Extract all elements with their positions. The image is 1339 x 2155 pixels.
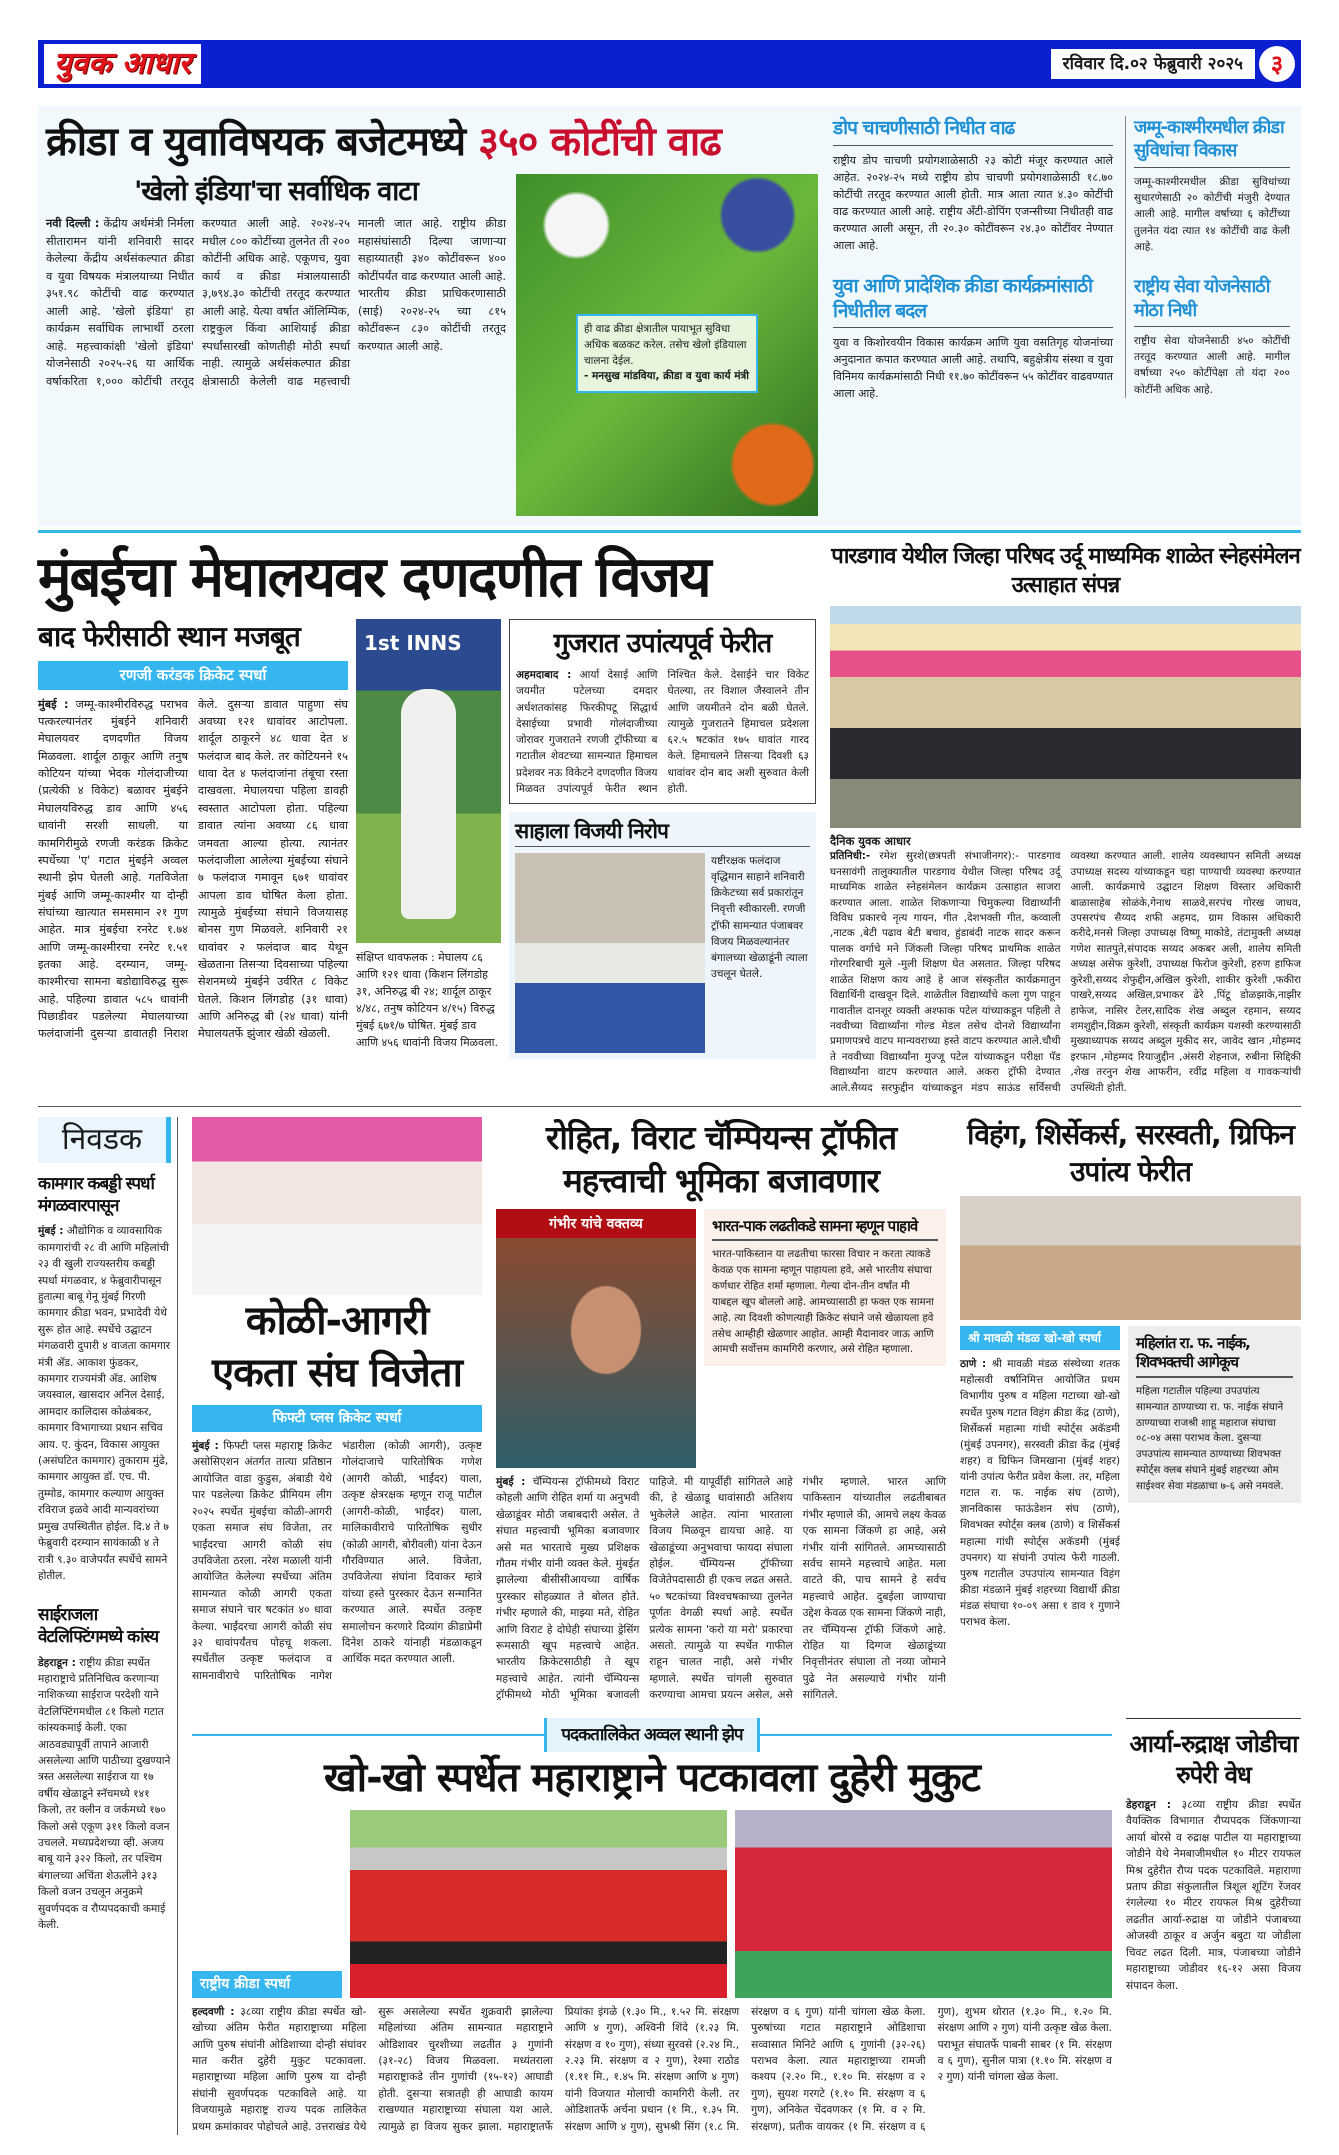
sairaj-title: साईराजला वेटलिफ्टिंगमध्ये कांस्य	[38, 1605, 159, 1648]
rohit-block	[496, 1117, 946, 1703]
pardgaon-headline-text: पारडगाव येथील जिल्हा परिषद उर्दू माध्यमिक शाळेत स्नेहसंमेलन उत्साहात संपन्न	[831, 544, 1300, 598]
india-pak-title: भारत-पाक लढतीकडे सामना म्हणून पाहावे	[712, 1217, 938, 1242]
budget-side-col-2	[1125, 116, 1290, 398]
mid-divider	[38, 1106, 1301, 1107]
vihang-text-col	[960, 1326, 1120, 1630]
saha-headline: साहाला विजयी निरोप	[515, 818, 810, 846]
kabaddi-body: मुंबई : औद्योगिक व व्यावसायिक कामगारांची २८ वी आणि महिलांची २३ वी खुली राज्यस्तरीय कबड्डी स्पर्धा मंगळवार, ४ फेब्रुवारीपासून हुतात्मा बाबू गेनू मुंबई गिरणी कामगार क्रीडा भवन, प्रभादेवी येथे सुरू होत आहे. स्पर्धेचे उद्घाटन मंगळवारी दुपारी ४ वाजता कामगार मंत्री ॲड. आकाश फुंडकर, कामगार राज्यमंत्री ॲड. आशिष जयस्वाल, खासदार अनिल देसाई, आमदार कालिदास कोळंबकर, कामगार विभागाच्या प्रधान सचिव आय. ए. कुंदन, विकास आयुक्त (असंघटित कामगार) तुकाराम मुंढे, कामगार आयुक्त डॉ. एच. पी. तुम्मोड, कामगार कल्याण आयुक्त रविराज इळवे आदी मान्यवरांच्या प्रमुख उपस्थितीत होईल. दि.४ ते ७ फेब्रुवारी दरम्यान सायंकाळी ४ ते रात्री ९.३० वाजेपर्यंत स्पर्धेचे सामने होतील.	[38, 1225, 171, 1582]
mumbai-subhead: बाद फेरीसाठी स्थान मजबूत	[38, 620, 300, 653]
pardgaon-body: प्रतिनिधी:- रमेश सुरशे(छत्रपती संभाजीनगर):- पारडगाव घनसावंगी तालुक्यातील पारडगाव येथील जिल्हा परिषद उर्दू माध्यमिक शाळेत स्नेहसंमेलन कार्यक्रम उत्साहात साजरा करण्यात आला. शाळेत शिकणाऱ्या चिमुकल्या विद्यार्थ्यांनी विविध प्रकारचे नृत्य गायन, गीत ,देशभक्ती गीत, कव्वाली ,नाटक ,बेटी पढाव बेटी बचाव, हुंडाबंदी नाटक सादर करून पालक वर्गाचे मने जिंकली जिल्हा परिषद प्राथमिक शाळेत गोरगरिबाची मुले -मुली शिक्षण घेत असतात. जिल्हा परिषद शाळेत शिक्षण काय आहे हे आज संस्कृतीत कार्यक्रमातुन विद्यार्थिनी दाखवून दिले. शाळेतील विद्यार्थ्यांचे कला गुण पाहून गावातील दानशूर व्यक्ती अश्फाक पटेल यांच्याकडून पहिली ते नववीच्या विद्यार्थ्यांना गोल्ड मेडल तसेच दोनशे विद्यार्थ्यांना प्रमाणपत्रचे वाटप मान्यवराच्या हस्ते वाटप करण्यात आले.चौथी ते नववीच्या विद्यार्थ्यांना मुज्जू पटेल यांच्याकडून परीक्षा पॅड विद्यार्थ्यांना वाटप करण्यात आले. अकरा ट्रॉफी देण्यात आले.सैय्यद सरफुद्दीन यांच्याकडून मंडप साऊंड सर्विसची व्यवस्था करण्यात आली. शालेय व्यवस्थापन समिती अध्यक्ष उपाध्यक्ष सदस्य यांच्याकडून चहा पाण्याची व्यवस्था करण्यात आली. कार्यक्रमाचे उद्घाटन शिक्षण विस्तार अधिकारी बाळासाहेब सोळंके,गेनाथ साळवे,सरपंच गोरख जाधव, उपसरपंच सैय्यद शफी अहमद, ग्राम विकास अधिकारी करीदे,मनसे जिल्हा उपाध्यक्ष विष्णू माकोडे, तंटामुक्ती अध्यक्ष गणेश सातपुते,संपादक सय्यद अकबर अली, शालेय समिती अध्यक्ष असेफ कुरेशी, उपाध्यक्ष फिरोज कुरेशी, हरुण हाफिज कुरेशी,सय्यद शेफुद्दीन,अखिल कुरेशी, शाकीर कुरेशी ,फकीरा पाखरे,सय्यद अखिल,प्रभाकर ढेरे ,पिंटू डोळझाके,नाझीर हाफेज, नासिर टेलर,सादिक शेख अब्दुल रहमान, सय्यद शमशुद्दीन,विक्रम कुरेशी, संस्कृती कार्यक्रम यशस्वी करण्यासाठी मुख्याध्यापक सय्यद अब्दुल मुकीद सर, जावेद खान ,मोहम्मद इरफान ,मोहम्मद रियाजुद्दीन ,अंसरी शेहनाज, रुबीना सिद्दिकी ,शेख तरनुन शेख आफरीन, रवींद्र महिला व गावकऱ्यांची उपस्थिती होती.	[830, 850, 1301, 1094]
masthead-date: रविवार दि.०२ फेब्रुवारी २०२५	[1051, 49, 1255, 79]
womens-team-photo	[735, 1810, 1112, 1998]
mumbai-photo-col	[356, 619, 501, 1051]
fifty-plus-tag: फिफ्टी प्लस क्रिकेट स्पर्धा	[192, 1405, 482, 1432]
koli-headline-2: एकता संघ विजेता	[212, 1350, 462, 1397]
medal-banner: पदकतालिकेत अव्वल स्थानी झेप	[544, 1718, 759, 1752]
side-body-youth: युवा व किशोरवयीन विकास कार्यक्रम आणि युवा वसतिगृह योजनांच्या अनुदानात कपात करण्यात आली आहे. तथापि, बहुक्षेत्रीय संस्था व युवा विनिमय कार्यक्रमांसाठी निधी ११.७० कोटींवरून ५५ कोटींवर वाढवण्यात आला आहे.	[833, 336, 1113, 401]
budget-headline: क्रीडा व युवाविषयक बजेटमध्ये ३५० कोटींची वाढ	[46, 119, 721, 165]
scoreboard-text: 1st INNS	[364, 631, 462, 655]
khokho-block	[192, 1718, 1112, 2135]
side-title-jk: जम्मू-काश्मीरमधील क्रीडा सुविधांचा विकास	[1134, 116, 1290, 168]
women-box	[1128, 1326, 1301, 1503]
lower-main	[192, 1117, 1301, 2135]
koli-article: मुंबई : फिफ्टी प्लस महाराष्ट्र क्रिकेट असोसिएशन अंतर्गत तात्या प्रतिष्ठान आयोजित वाडा कुडुस, अंबाडी येथे पार पडलेल्या क्रिकेट प्रीमियम लीग २०२५ स्पर्धेत मुंबईचा कोळी-आगरी एकता समाज संघ विजेता, तर भाईंदरचा आगरी कोळी संघ उपविजेता ठरला. नरेश मळाली यांनी आयोजित केलेल्या स्पर्धेच्या अंतिम सामन्यात कोळी आगरी एकता समाज संघाने चार षटकांत ४० धावा केल्या. भाईंदरचा आगरी कोळी संघ ३२ धावांपर्यंतच पोहचू शकला. स्पर्धेतील उत्कृष्ट फलंदाज व सामनावीराचे पारितोषिक नागेश भंडारीला (कोळी आगरी), उत्कृष्ट गोलंदाजाचे पारितोषिक गणेश (आगरी कोळी, भाईंदर) याला, उत्कृष्ट क्षेत्ररक्षक म्हणून राजू पाटील (आगरी-कोळी, भाईंदर) याला, मालिकावीराचे पारितोषिक सुधीर (कोळी आगरी, बोरीवली) यांना देऊन गौरविण्यात आले. विजेता, उपविजेत्या संघांना दिवाकर म्हात्रे यांच्या हस्ते पुरस्कार देऊन सन्मानित करण्यात आले. स्पर्धेत उत्कृष्ट समालोचन करणारे दिव्यांग क्रीडाप्रेमी दिनेश ठाकरे यांनाही मंडळाकडून आर्थिक मदत करण्यात आली.	[192, 1440, 482, 1682]
player-figure	[401, 689, 456, 919]
gambhir-photo-block	[496, 1209, 696, 1468]
gujarat-article: अहमदाबाद : आर्या देसाई आणि जयमीत पटेलच्या दमदार अर्धशतकांसह फिरकीपटू सिद्धार्थ देसाईच्या प्रभावी गोलंदाजीच्या जोरावर गुजरातने रणजी ट्रॉफीच्या ब गटातील शेवटच्या सामन्यात हिमाचल प्रदेशवर नऊ विकेटने दणदणीत विजय मिळवत उपांत्यपूर्व फेरीत स्थान निश्चित केले. देसाईने चार विकेट घेतल्या, तर विशाल जैस्वालने तीन आणि जयमीतने दोन बळी घेतले. त्यामुळे गुजरातने हिमाचल प्रदेशला ६२.५ षटकांत १७५ धावांत गारद केले. हिमाचलने तिसऱ्या दिवशी ६३ धावांवर दोन बाद अशी सुरुवात केली होती.	[516, 669, 809, 795]
side-title-nss: राष्ट्रीय सेवा योजनेसाठी मोठा निधी	[1134, 275, 1290, 327]
saha-celebration-photo	[515, 853, 705, 1053]
lower-top-row	[192, 1117, 1301, 1703]
page-number: ३	[1259, 46, 1295, 82]
budget-article: नवी दिल्ली : केंद्रीय अर्थमंत्री निर्मला सीतारामन यांनी शनिवारी सादर केलेल्या केंद्रीय अर्थसंकल्पात क्रीडा व युवा विषयक मंत्रालयाच्या निधीत ३५१.९८ कोटींची वाढ करण्यात आली आहे. 'खेलो इंडिया' हा कार्यक्रम सर्वाधिक लाभार्थी ठरला आहे. महत्त्वाकांक्षी 'खेलो इंडिया' योजनेसाठी २०२५-२६ या आर्थिक वर्षाकरिता १,००० कोटींची तरतूद करण्यात आली आहे. २०२४-२५ मधील ८०० कोटींच्या तुलनेत ती २०० कोटींनी अधिक आहे. एकूणच, युवा कार्य व क्रीडा मंत्रालयासाठी ३,७९४.३० कोटींची तरतूद करण्यात आली आहे. येत्या वर्षात ऑलिम्पिक, राष्ट्रकुल किंवा आशियाई क्रीडा स्पर्धांसारखी कोणतीही मोठी स्पर्धा नाही. त्यामुळे अर्थसंकल्पात क्रीडा क्षेत्रासाठी केलेली वाढ महत्त्वाची मानली जात आहे. राष्ट्रीय क्रीडा महासंघांसाठी दिल्या जाणाऱ्या सहाय्यातही ३४० कोटींवरून ४०० कोटींपर्यंत वाढ करण्यात आली आहे. भारतीय क्रीडा प्राधिकरणासाठी (साई) २०२४-२५ च्या ८१५ कोटींवरून ८३० कोटींची तरतूद करण्यात आली आहे.	[46, 217, 506, 388]
rohit-article: मुंबई : चॅम्पियन्स ट्रॉफीमध्ये विराट कोहली आणि रोहित शर्मा या अनुभवी खेळाडूंवर मोठी जबाबदारी असेल. ते संघात महत्त्वाची भूमिका बजावणार असे मत भारताचे मुख्य प्रशिक्षक गौतम गंभीर यांनी व्यक्त केले. मुंबईत झालेल्या बीसीसीआयच्या वार्षिक पुरस्कार सोहळ्यात ते बोलत होते. गंभीर म्हणाले की, माझ्या मते, रोहित आणि विराट हे दोघेही संघाच्या ड्रेसिंग रूमसाठी खूप महत्त्वाचे आहेत. भारतीय क्रिकेटसाठीही ते खूप महत्त्वाचे आहेत. त्यांनी चॅम्पियन्स ट्रॉफीमध्ये मोठी भूमिका बजावली पाहिजे. मी यापूर्वीही सांगितले आहे की, हे खेळाडू धावांसाठी अतिशय भुकेलेले आहेत. त्यांना भारताला विजय मिळवून द्यायचा आहे. या खेळाडूंच्या अनुभवाचा फायदा संघाला होईल. चॅम्पियन्स ट्रॉफीच्या विजेतेपदासाठी ही एकच लढत असते. ५० षटकांच्या विश्वचषकाच्या तुलनेत पूर्णतः वेगळी स्पर्धा आहे. स्पर्धेत प्रत्येक सामना 'करो या मरो' प्रकारचा असतो. त्यामुळे या स्पर्धेत गाफील राहून चालत नाही, असे गंभीर म्हणाले. स्पर्धेत चांगली सुरुवात करण्याचा आमचा प्रयत्न असेल, असे गंभीर म्हणाले. भारत आणि पाकिस्तान यांच्यातील लढतीबाबत गंभीर म्हणाले की, आमचे लक्ष्य केवळ एक सामना जिंकणे हा आहे, असे गंभीर यांनी सांगितले. आमच्यासाठी सर्वच सामने महत्त्वाचे आहेत. मला वाटते की, पाच सामने हे सर्वच महत्त्वाचे आहेत. दुबईला जाण्याचा उद्देश केवळ एक सामना जिंकणे नाही, तर चॅम्पियन्स ट्रॉफी जिंकणे आहे. रोहित या दिग्गज खेळाडूंच्या निवृत्तीनंतर संघाला तो नव्या जोमाने पुढे नेत असल्याचे गंभीर यांनी सांगितले.	[496, 1475, 946, 1702]
side-body-dope: राष्ट्रीय डोप चाचणी प्रयोगशाळेसाठी २३ कोटी मंजूर करण्यात आले आहेत. २०२४-२५ मध्ये राष्ट्रीय डोप चाचणी प्रयोगशाळेसाठी १८.७० कोटींची तरतूद करण्यात आली होती. मात्र आता त्यात ४.३० कोटींची वाढ करण्यात आली आहे. राष्ट्रीय अँटी-डोपिंग एजन्सीच्या निधीतही वाढ करण्यात आली असून, ती २०.३० कोटींवरून २४.३० कोटींवर नेण्यात आला आहे.	[833, 153, 1113, 252]
pardgaon-article	[830, 834, 1301, 1096]
khokho-action-photo	[960, 1196, 1301, 1320]
bowler-photo	[356, 619, 501, 943]
gujarat-headline: गुजरात उपांत्यपूर्व फेरीत	[553, 628, 772, 659]
national-games-tag: राष्ट्रीय क्रीडा स्पर्धा	[192, 1971, 342, 1998]
india-pak-body: भारत-पाकिस्तान या लढतीचा फारसा विचार न करता त्याकडे केवळ एक सामना म्हणून पाहायला हवे, असे भारतीय संघाचा कर्णधार रोहित शर्मा म्हणाला. गेल्या दोन-तीन वर्षांत मी याबद्दल खूप बोललो आहे. आमच्यासाठी हा फक्त एक सामना आहे. त्या दिवशी कोणत्याही क्रिकेट संघाने जसे खेळायला हवे तसेच आम्हीही खेळणार आहोत. आम्ही मैदानावर जाऊ आणि आमची सर्वोत्तम कामगिरी करणार, असे रोहित म्हणाला.	[712, 1249, 934, 1356]
lower-bottom-row	[192, 1718, 1301, 2135]
banner-row	[192, 1718, 1112, 1752]
gujarat-box	[509, 619, 816, 804]
pardgaon-block	[830, 543, 1301, 1096]
nivdak-label: निवडक	[38, 1117, 171, 1163]
side-title-dope: डोप चाचणीसाठी निधीत वाढ	[833, 116, 1113, 146]
masthead-bar	[38, 40, 1301, 88]
section-divider	[38, 530, 1301, 533]
nivdak-column	[38, 1117, 178, 2135]
budget-subhead: 'खेलो इंडिया'चा सर्वाधिक वाटा	[134, 176, 418, 207]
minister-quote-box: ही वाढ क्रीडा क्षेत्रातील पायाभूत सुविधा अधिक बळकट करेल. तसेच खेलो इंडियाला चालना देईल. - मनसुख मांडविया, क्रीडा व युवा कार्य मंत्री	[576, 314, 758, 393]
budget-section	[38, 106, 1301, 526]
mumbai-text-block	[38, 619, 348, 1043]
aarya-article: डेहराडून : ३८व्या राष्ट्रीय क्रीडा स्पर्धेत वैयक्तिक विभागात रौप्यपदक जिंकणाऱ्या आर्या बोरसे व रुद्राक्ष पाटील या महाराष्ट्राच्या जोडीने येथे नेमबाजीमधील १० मीटर रायफल मिश्र दुहेरीत रौप्य पदक पटकाविले. महाराणा प्रताप क्रीडा संकुलातील त्रिशूल शूटिंग रेंजवर रंगलेल्या १० मीटर रायफल मिश्र दुहेरीच्या लढतीत आर्या-रुद्राक्ष या जोडीने पंजाबच्या ओजस्वी ठाकूर व अर्जुन बबुटा या जोडीला चिवट लढत दिली. मात्र, पंजाबच्या जोडीने महाराष्ट्राच्या जोडीवर १६-१२ असा विजय संपादन केला.	[1126, 1799, 1301, 1992]
side-body-jk: जम्मू-काश्मीरमधील क्रीडा सुविधांच्या सुधारणेसाठी २० कोटींची मंजुरी देण्यात आली आहे. मागील वर्षाच्या ६ कोटींच्या तुलनेत यंदा त्यात १४ कोटींची वाढ केली आहे.	[1134, 175, 1290, 253]
mumbai-article: मुंबई : जम्मू-काश्मीरविरुद्ध पराभव पत्करल्यानंतर मुंबईने शनिवारी मेघालयवर दणदणीत विजय मिळवला. शार्दूल ठाकूर आणि तनुष कोटियन यांच्या भेदक गोलंदाजीच्या (प्रत्येकी ४ विकेट) बळावर मुंबईने मेघालयविरुद्ध डाव आणि ४५६ धावांनी सरशी साधली. या कामगिरीमुळे रणजी करंडक क्रिकेट स्पर्धेच्या 'ए' गटात मुंबईने अव्वल स्थानी झेप घेतली आहे. गतविजेता मुंबई आणि जम्मू-काश्मीर या दोन्ही संघांच्या खात्यात समसमान २१ गुण आहेत. मात्र मुंबईचा रनरेट १.७४ आणि जम्मू-काश्मीरचा रनरेट १.५१ इतका आहे. दरम्यान, जम्मू-काश्मीरचा सामना बडोद्याविरुद्ध सुरू आहे. पहिल्या डावात ५८५ धावांनी पिछाडीवर पडलेल्या मेघालयाच्या फलंदाजांनी दुसऱ्या डावातही निराश केले. दुसऱ्या डावात पाहुणा संघ अवघ्या १२१ धावांवर आटोपला. शार्दूल ठाकूरने ४८ धावा देत ४ फलंदाज बाद केले. तर कोटियनने १५ धावा देत ४ फलंदाजांना तंबूचा रस्ता दाखवला. मेघालयचा पहिला डावही स्वस्तात आटोपला होता. पहिल्या डावात त्यांना अवघ्या ८६ धावा जमवता आल्या होत्या. त्यानंतर फलंदाजीला आलेल्या मुंबईच्या संघाने ७ फलंदाज गमावून ६७१ धावांवर आपला डाव घोषित केला होता. त्यामुळे मुंबईच्या संघाने विजयासह बोनस गुण मिळवले. शनिवारी २१ धावांवर २ फलंदाज बाद येथून खेळताना तिसऱ्या दिवसाच्या पहिल्या सेशनमध्ये मुंबईने उर्वरित ८ विकेट घेतले. किशन लिंगडोह (३१ धावा) आणि अनिरुद्ध बी (२४ धावा) यांनी मेघालयतर्फे झुंजार खेळी खेळली.	[38, 697, 348, 1041]
budget-main	[46, 116, 821, 516]
rohit-headline-1: रोहित, विराट चॅम्पियन्स ट्रॉफीत	[545, 1118, 897, 1158]
masthead-date-group	[1051, 46, 1295, 82]
mumbai-scoreline: संक्षिप्त धावफलक : मेघालय ८६ आणि १२१ धावा (किशन लिंगडोह ३१, अनिरुद्ध बी २४; शार्दूल ठाकूर ४/४८, तनुष कोटियन ४/१५) विरुद्ध मुंबई ६७१/७ घोषित. मुंबई डाव आणि ४५६ धावांनी विजय मिळवला.	[356, 951, 498, 1050]
koli-team-photo	[192, 1117, 482, 1295]
koli-headline-1: कोळी-आगरी	[245, 1298, 429, 1345]
women-box-body: महिला गटातील पहिल्या उपउपांत्य सामन्यात ठाण्याच्या रा. फ. नाईक संघाने ठाण्याच्या राजश्री शाहू महाराज संघाचा ०८-०४ असा पराभव केला. दुसऱ्या उपउपांत्य सामन्यात ठाण्याच्या शिवभक्त स्पोर्ट्स क्लब संघाने मुंबई शहरच्या ओम साईश्वर सेवा मंडळाचा ७-६ असे नमवले.	[1136, 1385, 1284, 1492]
masthead-logo: युवक आधार	[44, 44, 201, 84]
banner-line-right	[760, 1734, 1112, 1736]
vihang-headline: विहंग, शिर्सेकर्स, सरस्वती, ग्रिफिन उपांत्य फेरीत	[967, 1118, 1294, 1188]
rohit-headline-2: महत्त्वाची भूमिका बजावणार	[563, 1161, 879, 1201]
aarya-block	[1126, 1718, 1301, 1994]
ranji-tag: रणजी करंडक क्रिकेट स्पर्धा	[38, 661, 348, 689]
budget-text-block	[46, 174, 506, 390]
vihang-block	[960, 1117, 1301, 1630]
sports-equipment-photo	[516, 174, 818, 516]
saha-box	[509, 812, 816, 1058]
khokho-headline: खो-खो स्पर्धेत महाराष्ट्राने पटकावला दुहेरी मुकुट	[324, 1754, 980, 1801]
budget-side-col-1	[833, 116, 1113, 403]
koli-block	[192, 1117, 482, 1684]
aarya-headline: आर्या-रुद्राक्ष जोडीचा रुपेरी वेध	[1129, 1729, 1298, 1789]
mavli-tag: श्री मावळी मंडळ खो-खो स्पर्धा	[960, 1326, 1120, 1350]
women-box-title: महिलांत रा. फ. नाईक, शिवभक्तची आगेकूच	[1136, 1334, 1293, 1378]
side-body-nss: राष्ट्रीय सेवा योजनेसाठी ४५० कोटींची तरतूद करण्यात आली आहे. मागील वर्षाच्या २५० कोटींपेक्षा तो यंदा २०० कोटींनी अधिक आहे.	[1134, 334, 1290, 396]
mens-team-photo	[350, 1810, 727, 1998]
india-pak-box	[704, 1209, 946, 1366]
aarya-rule	[1126, 1718, 1301, 1719]
cricket-right-col	[509, 619, 816, 1059]
gambhir-photo	[496, 1238, 696, 1468]
khokho-article: हल्दवणी : ३८व्या राष्ट्रीय क्रीडा स्पर्धेत खो-खोच्या अंतिम फेरीत महाराष्ट्राच्या महिला आणि पुरुष संघांनी ओडिशाच्या दोन्ही संघांवर मात करीत दुहेरी मुकुट पटकावला. महाराष्ट्राच्या महिला आणि पुरुष या दोन्ही संघांनी सुवर्णपदक पटकाविले आहे. या विजयामुळे महाराष्ट्र राज्य पदक तालिकेत प्रथम क्रमांकावर पोहोचले आहे. उत्तराखंड येथे सुरू असलेल्या स्पर्धेत शुक्रवारी झालेल्या महिलांच्या अंतिम सामन्यात महाराष्ट्राने ओडिशावर चुरशीच्या लढतीत ३ गुणांनी (३१-२८) विजय मिळवला. मध्यंतराला महाराष्ट्राकडे तीन गुणांची (१५-१२) आघाडी होती. दुसऱ्या सत्रातही ही आघाडी कायम राखण्यात महाराष्ट्राच्या संघाला यश आले. त्यामुळे हा विजय सुकर झाला. महाराष्ट्रातर्फे प्रियांका इंगळे (१.३० मि., १.५२ मि. संरक्षण आणि ४ गुण), अश्विनी शिंदे (१.२३ मि. संरक्षण व १० गुण), संध्या सुरवसे (२.२४ मि., २.२३ मि. संरक्षण व २ गुण), रेश्मा राठोड (१.११ मि., १.४५ मि. संरक्षण आणि ४ गुण) यांनी विजयात मोलाची कामगिरी केली. तर ओडिशातर्फे अर्चना प्रधान (१ मि., १.३५ मि. संरक्षण आणि ४ गुण), सुभश्री सिंग (१.८ मि. संरक्षण व ६ गुण) यांनी चांगला खेळ केला. पुरुषांच्या गटात महाराष्ट्राने ओडिशाचा सव्वासात मिनिटे आणि ६ गुणांनी (३२-२६) पराभव केला. त्यात महाराष्ट्राच्या रामजी कश्यप (२.२० मि., १.१० मि. संरक्षण व २ गुण), सुयश गरगटे (१.१० मि. संरक्षण व ६ गुण), अनिकेत चेंदवणकर (१ मि. व २ मि. संरक्षण), प्रतीक वायकर (१ मि. संरक्षण व ६ गुण), शुभम थोरात (१.३० मि., १.२० मि. संरक्षण आणि २ गुण) यांनी उत्कृष्ट खेळ केला. पराभूत संघातर्फे पाबनी साबर (१ मि. संरक्षण व ६ गुण), सुनील पात्रा (१.१० मि. संरक्षण व २ गुण) यांनी चांगला खेळ केला.	[192, 2005, 1112, 2133]
row-cricket	[38, 543, 1301, 1096]
kabaddi-title: कामगार कबड्डी स्पर्धा मंगळवारपासून	[38, 1174, 154, 1217]
cricket-left	[38, 543, 816, 1059]
pardgaon-source: दैनिक युवक आधार	[830, 834, 911, 849]
mumbai-headline: मुंबईचा मेघालयवर दणदणीत विजय	[38, 545, 710, 610]
row-lower	[38, 1117, 1301, 2135]
school-event-photo	[830, 606, 1301, 828]
gambhir-label: गंभीर यांचे वक्तव्य	[496, 1209, 696, 1238]
vihang-article: ठाणे : श्री मावळी मंडळ संस्थेच्या शतक महोत्सवी वर्षानिमित्त आयोजित प्रथम विभागीय पुरुष व महिला गटाच्या खो-खो स्पर्धेत पुरुष गटात विहंग क्रीडा केंद्र (ठाणे), शिर्सेकर्स महात्मा गांधी स्पोर्ट्स अकॅडमी (मुंबई उपनगर), सरस्वती क्रीडा केंद्र (मुंबई शहर) व ग्रिफिन जिमखाना (मुंबई शहर) यांनी उपांत्य फेरीत प्रवेश केला. तर, महिला गटात रा. फ. नाईक संघ (ठाणे), ज्ञानविकास फाऊंडेशन संघ (ठाणे), शिवभक्त स्पोर्ट्स क्लब (ठाणे) व शिर्सेकर्स महात्मा गांधी स्पोर्ट्स अकॅडमी (मुंबई उपनगर) या संघांनी उपांत्य फेरी गाठली. पुरुष गटातील उपउपांत्य सामन्यात विहंग क्रीडा मंडळाने मुंबई शहरच्या विद्यार्थी क्रीडा मंडळ संघाचा १०-०९ असा १ डाव १ गुणाने पराभव केला.	[960, 1358, 1120, 1629]
side-title-youth: युवा आणि प्रादेशिक क्रीडा कार्यक्रमांसाठी निधीतील बदल	[833, 274, 1113, 328]
banner-line	[192, 1734, 544, 1736]
saha-caption: यष्टीरक्षक फलंदाज वृद्धिमान साहाने शनिवारी क्रिकेटच्या सर्व प्रकारांतून निवृत्ती स्वीकारली. रणजी ट्रॉफी सामन्यात पंजाबवर विजय मिळवल्यानंतर बंगालच्या खेळाडूंनी त्याला उचलून घेतले.	[711, 854, 808, 981]
sairaj-body: डेहराडून : राष्ट्रीय क्रीडा स्पर्धेत महाराष्ट्राचे प्रतिनिधित्व करणाऱ्या नाशिकच्या साईराज परदेशी याने वेटलिफ्टिंगमधील ८१ किलो गटात कांस्यकमाई केली. एका आठवड्यापूर्वी तापाने आजारी असलेल्या आणि पाठीच्या दुखण्याने त्रस्त असलेल्या साईराज या १७ वर्षीय खेळाडूने स्नॅचमध्ये १४१ किलो, तर क्लीन व जर्कमध्ये १७० किलो असे एकूण ३११ किलो वजन उचलले. मध्यप्रदेशच्या व्ही. अजय बाबू याने ३२२ किलो, तर पश्चिम बंगालच्या अचिंता शेऊलीने ३१३ किलो वजन उचलून अनुक्रमे सुवर्णपदक व रौप्यपदकाची कमाई केली.	[38, 1656, 171, 1931]
